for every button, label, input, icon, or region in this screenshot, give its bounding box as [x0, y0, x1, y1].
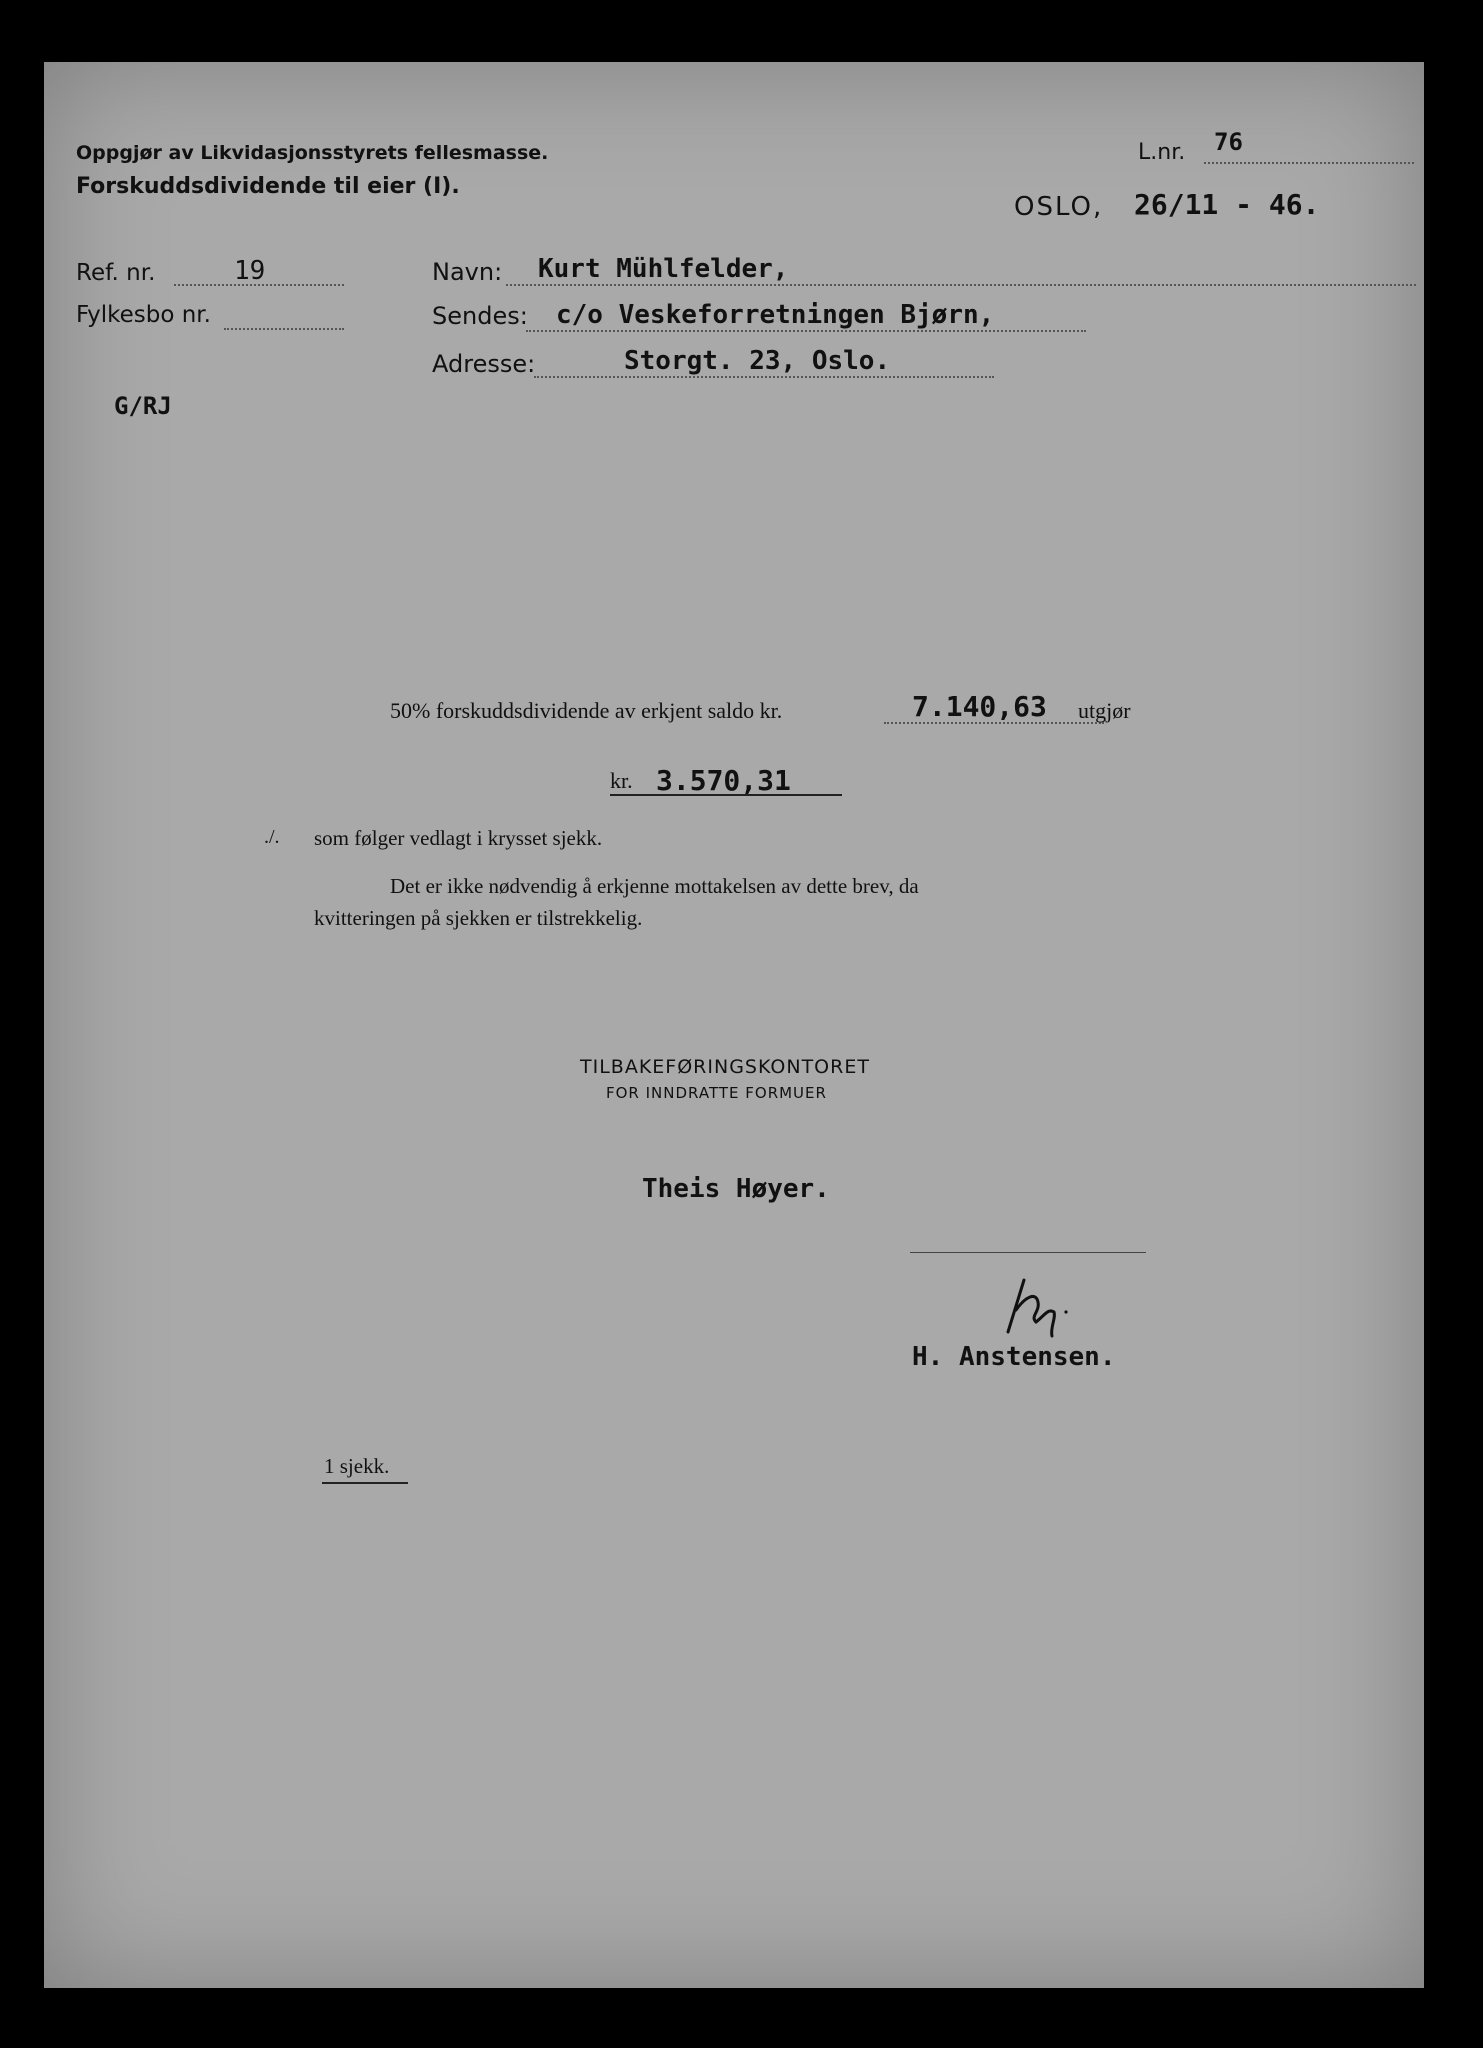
signature-line [910, 1252, 1146, 1253]
navn-label: Navn: [432, 258, 503, 286]
navn-value: Kurt Mühlfelder, [538, 254, 789, 284]
document-page [44, 62, 1424, 1988]
sendes-dotted-line [526, 330, 1086, 332]
fylkesbo-label: Fylkesbo nr. [76, 302, 211, 328]
utgjor-text: utgjør [1078, 698, 1131, 723]
note-line-1: Det er ikke nødvendig å erkjenne mottakelsen av dette brev, da [390, 874, 919, 898]
fylkesbo-dotted-line [224, 328, 344, 330]
enclosures-count: 1 sjekk. [324, 1454, 390, 1478]
amount-prefix: kr. [610, 768, 633, 793]
amount-value: 3.570,31 [656, 764, 791, 797]
header-line-2: Forskuddsdividende til eier (I). [76, 174, 460, 199]
dividend-text: 50% forskuddsdividende av erkjent saldo kr. [390, 698, 783, 723]
ref-label: Ref. nr. [76, 260, 156, 286]
amount-underline [610, 794, 842, 796]
office-line-1: TILBAKEFØRINGSKONTORET [580, 1056, 870, 1078]
enclosure-mark: ./. [264, 826, 280, 848]
lnr-value: 76 [1214, 128, 1243, 156]
initials: G/RJ [114, 392, 172, 420]
handwritten-signature [996, 1272, 1076, 1342]
clerk-name: H. Anstensen. [912, 1342, 1116, 1372]
office-line-2: FOR INNDRATTE FORMUER [606, 1084, 827, 1102]
saldo-value: 7.140,63 [912, 690, 1047, 723]
signer-name: Theis Høyer. [642, 1174, 830, 1204]
sendes-value: c/o Veskeforretningen Bjørn, [556, 300, 995, 330]
header-line-1: Oppgjør av Likvidasjonsstyrets fellesmasse. [76, 142, 549, 164]
city: OSLO, [1014, 192, 1104, 222]
navn-dotted-line [506, 284, 1416, 286]
adresse-label: Adresse: [432, 350, 536, 378]
letter-date: 26/11 - 46. [1134, 188, 1320, 221]
enclosures-underline [322, 1482, 408, 1484]
note-line-2: kvitteringen på sjekken er tilstrekkelig. [314, 906, 643, 930]
lnr-dotted-line [1204, 162, 1414, 164]
sendes-label: Sendes: [432, 302, 528, 330]
lnr-label: L.nr. [1138, 140, 1186, 165]
ref-value: 19 [234, 256, 266, 286]
adresse-dotted-line [534, 376, 994, 378]
enclosure-text: som følger vedlagt i krysset sjekk. [314, 826, 603, 850]
adresse-value: Storgt. 23, Oslo. [624, 346, 891, 376]
